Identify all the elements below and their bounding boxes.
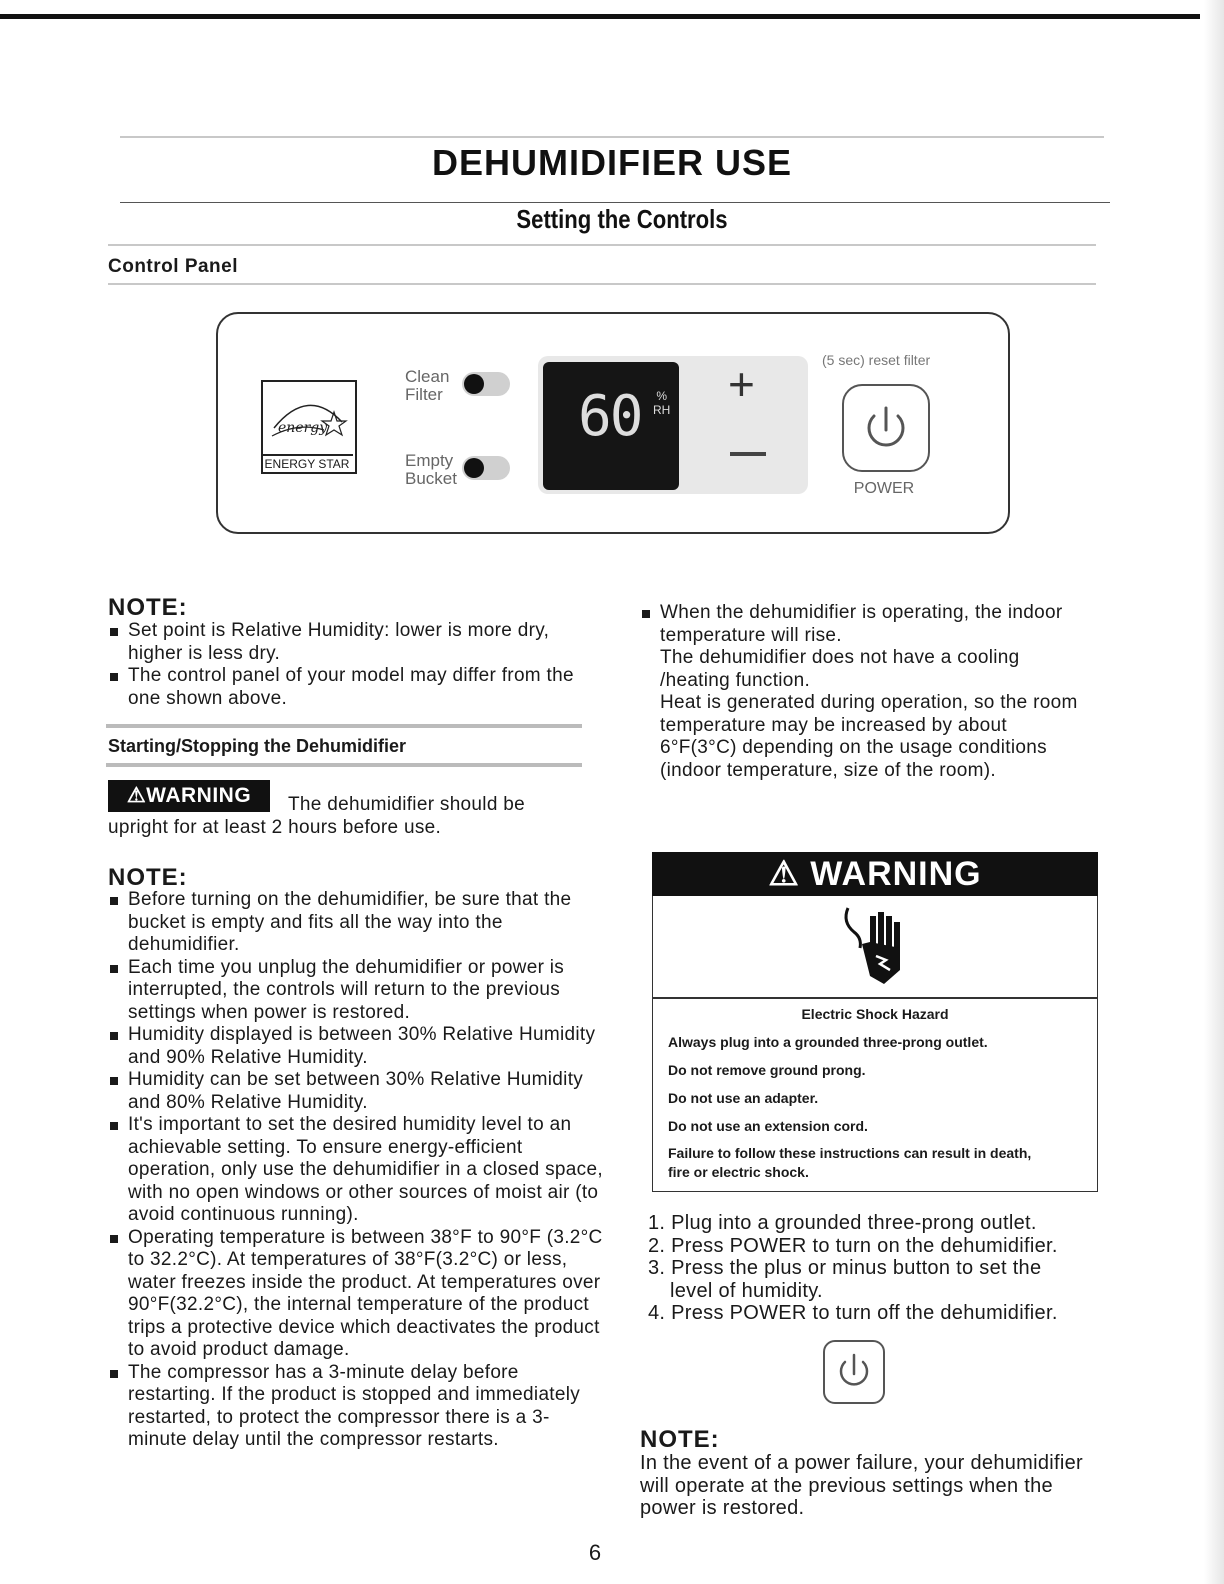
note-list-2: [110, 889, 608, 1452]
step-item: 4. Press POWER to turn off the dehumidifier.: [648, 1302, 1058, 1324]
starting-rule-top: [106, 724, 582, 728]
power-icon: [825, 1342, 883, 1402]
unit-percent: %: [656, 389, 667, 403]
page-number: 6: [588, 1540, 602, 1565]
list-item: It's important to set the desired humidity level to an achievable setting. To ensure energy-efficient operation, only use the dehumidifier in a closed space, with no open windows or other sources of moist air (to avoid continuous running).: [110, 1114, 608, 1227]
header-rule-middle: [120, 202, 1110, 203]
warning-text: The dehumidifier should be: [288, 794, 525, 815]
power-button-small: [823, 1340, 885, 1404]
note-heading-3: NOTE:: [640, 1426, 720, 1453]
warning-text-2: upright for at least 2 hours before use.: [108, 817, 442, 838]
unit-rh: RH: [653, 403, 671, 417]
shock-line-5: Failure to follow these instructions can result in death,: [668, 1145, 1032, 1161]
header-rule-top: [120, 136, 1104, 138]
top-border-line: [0, 14, 1200, 19]
empty-bucket-indicator: [462, 456, 510, 480]
list-item: The compressor has a 3-minute delay before restarting. If the product is stopped and immediately restarted, to protect the compressor there is a 3-minute delay until the compressor restarts.: [110, 1362, 608, 1452]
step-item: 2. Press POWER to turn on the dehumidifier.: [648, 1234, 1058, 1257]
shock-line-1: Always plug into a grounded three-prong outlet.: [668, 1034, 988, 1050]
starting-stopping-heading: Starting/Stopping the Dehumidifier: [108, 736, 406, 756]
plus-button[interactable]: +: [728, 358, 755, 410]
step-item: 3. Press the plus or minus button to set the: [648, 1257, 1042, 1279]
note-heading-2: NOTE:: [108, 864, 188, 891]
note-heading-1: NOTE:: [108, 594, 188, 621]
list-item: Operating temperature is between 38°F to 90°F (3.2°C to 32.2°C). At temperatures of 38°F(3.2°C) or less, water freezes inside the product. At temperatures over 90°F(32.2°C), the internal temperature of the product trips a protective device which deactivates the product to avoid product damage.: [110, 1227, 608, 1362]
empty-bucket-label-line2: Bucket: [405, 469, 457, 488]
warning-box-divider: [652, 997, 1098, 999]
operating-line-2: The dehumidifier does not have a cooling /heating function.: [660, 647, 1020, 691]
operating-notes: [642, 602, 1082, 782]
humidity-display-unit: [653, 389, 670, 417]
shock-line-4: Do not use an extension cord.: [668, 1118, 868, 1134]
empty-bucket-label: [405, 452, 457, 488]
section-title-control-panel: Control Panel: [108, 256, 239, 277]
page-edge-shade: [1204, 0, 1224, 1584]
list-item: [642, 602, 1082, 782]
step-item: level of humidity.: [670, 1279, 823, 1302]
energy-star-label: ENERGY STAR: [261, 454, 353, 472]
power-label: POWER: [853, 480, 915, 497]
section-rule-top: [108, 244, 1096, 246]
page-subtitle: Setting the Controls: [516, 204, 728, 234]
steps-list: [648, 1212, 1098, 1325]
page-title: DEHUMIDIFIER USE: [431, 142, 793, 183]
list-item: Each time you unplug the dehumidifier or power is interrupted, the controls will return to the previous settings when power is restored.: [110, 957, 608, 1025]
list-item: Humidity can be set between 30% Relative Humidity and 80% Relative Humidity.: [110, 1069, 608, 1114]
clean-filter-label-line2: Filter: [405, 385, 443, 404]
power-button[interactable]: [842, 384, 930, 472]
section-rule-bottom: [108, 283, 1096, 285]
clean-filter-indicator: [462, 372, 510, 396]
note-list-1: [110, 620, 590, 710]
warning-box-header: ⚠ WARNING: [652, 852, 1098, 896]
starting-rule-bottom: [106, 763, 582, 767]
shock-hazard-title: Electric Shock Hazard: [801, 1006, 949, 1022]
clean-filter-label: [405, 368, 449, 404]
list-item: The control panel of your model may differ from the one shown above.: [110, 665, 590, 710]
clean-filter-label-line1: Clean: [405, 367, 450, 386]
svg-text:energy: energy: [278, 420, 328, 436]
power-icon: [844, 386, 928, 470]
warning-badge: ⚠WARNING: [108, 780, 270, 812]
reset-filter-label: (5 sec) reset filter: [822, 352, 931, 368]
step-item: 1. Plug into a grounded three-prong outlet.: [648, 1212, 1037, 1234]
shock-line-3: Do not use an adapter.: [668, 1090, 819, 1106]
list-item: Humidity displayed is between 30% Relative Humidity and 90% Relative Humidity.: [110, 1024, 608, 1069]
humidity-display-value: 60: [578, 384, 642, 449]
shock-line-6: fire or electric shock.: [668, 1164, 809, 1180]
empty-bucket-label-line1: Empty: [405, 451, 454, 470]
shock-line-2: Do not remove ground prong.: [668, 1062, 866, 1078]
minus-button[interactable]: [730, 452, 766, 456]
electric-shock-hand-icon: [840, 902, 910, 986]
power-failure-note: In the event of a power failure, your dehumidifier will operate at the previous settings when the power is restored.: [640, 1452, 1084, 1519]
list-item: Before turning on the dehumidifier, be sure that the bucket is empty and fits all the way into the dehumidifier.: [110, 889, 608, 957]
list-item: Set point is Relative Humidity: lower is more dry, higher is less dry.: [110, 620, 590, 665]
operating-line-3: Heat is generated during operation, so the room temperature may be increased by about 6°F(3°C) depending on the usage conditions (indoor temperature, size of the room).: [660, 692, 1078, 781]
operating-line-1: When the dehumidifier is operating, the indoor temperature will rise.: [660, 602, 1063, 646]
energy-star-icon: [268, 392, 348, 442]
